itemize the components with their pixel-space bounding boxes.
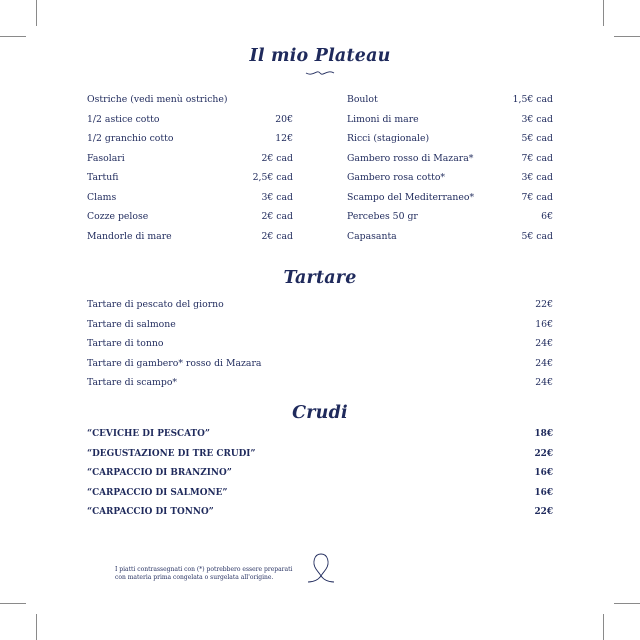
menu-item-price: 16€ xyxy=(535,318,553,330)
section-title-tartare: Tartare xyxy=(283,268,357,288)
menu-item-price: 22€ xyxy=(534,448,553,459)
menu-item-name: 1/2 granchio cotto xyxy=(87,133,174,144)
menu-item xyxy=(87,171,293,185)
crop-mark xyxy=(614,36,640,37)
menu-item-price: 24€ xyxy=(535,357,553,369)
menu-item-name: Fasolari xyxy=(87,152,125,164)
menu-item-name: Gambero rosa cotto* xyxy=(347,172,446,183)
menu-item-name: Percebes 50 gr xyxy=(347,211,418,222)
menu-item-price: 12€ xyxy=(275,133,293,144)
menu-item xyxy=(87,427,553,441)
menu-item xyxy=(87,132,293,146)
crop-mark xyxy=(0,36,26,37)
menu-item-price: 20€ xyxy=(275,113,293,125)
menu-item xyxy=(87,210,293,224)
menu-item-price: 16€ xyxy=(534,468,553,478)
menu-item xyxy=(87,466,553,480)
menu-item xyxy=(87,113,293,127)
crop-mark xyxy=(36,614,37,640)
menu-item xyxy=(347,210,553,224)
menu-item-price: 7€ cad xyxy=(521,152,553,164)
menu-item-name: Scampo del Mediterraneo* xyxy=(347,191,475,203)
menu-item-price: 16€ xyxy=(534,487,553,498)
menu-item-price: 18€ xyxy=(534,429,553,439)
menu-item xyxy=(347,171,553,185)
menu-item xyxy=(347,152,553,166)
menu-item-name: “CARPACCIO DI SALMONE” xyxy=(87,487,228,498)
menu-item xyxy=(87,337,553,351)
menu-item-name: “CARPACCIO DI BRANZINO” xyxy=(87,468,232,478)
menu-item-price: 3€ cad xyxy=(521,172,553,183)
menu-item-name: Tartare di pescato del giorno xyxy=(87,299,224,310)
crop-mark xyxy=(36,0,37,26)
menu-item-name: Cozze pelose xyxy=(87,211,149,222)
menu-item-price: 2€ cad xyxy=(261,152,293,164)
menu-item-name: Limoni di mare xyxy=(347,113,419,125)
menu-item-price: 22€ xyxy=(534,507,553,517)
menu-item xyxy=(347,93,553,107)
menu-item-name: Capasanta xyxy=(347,230,397,242)
knot-logo-icon xyxy=(306,551,336,585)
menu-item-name: Tartare di tonno xyxy=(87,338,164,349)
menu-item-name: Tartare di gambero* rosso di Mazara xyxy=(87,357,262,369)
footnote-line: con materia prima congelata o surgelata all'origine. xyxy=(115,574,274,581)
menu-item xyxy=(87,191,293,205)
menu-item xyxy=(87,298,553,312)
menu-item-name: Ricci (stagionale) xyxy=(347,133,430,144)
menu-item-name: Tartare di salmone xyxy=(87,318,176,330)
section-title-plateau: Il mio Plateau xyxy=(249,46,391,66)
crop-mark xyxy=(603,614,604,640)
menu-item-name: Clams xyxy=(87,191,117,203)
menu-item-name: Ostriche (vedi menù ostriche) xyxy=(87,94,228,105)
menu-item-name: 1/2 astice cotto xyxy=(87,113,160,125)
menu-item-price: 5€ cad xyxy=(521,230,553,242)
menu-item-price: 6€ xyxy=(541,211,553,222)
footnote-line: I piatti contrassegnati con (*) potrebbero essere preparati xyxy=(115,566,293,573)
menu-item-price: 2€ cad xyxy=(261,230,293,242)
menu-item-name: Gambero rosso di Mazara* xyxy=(347,152,474,164)
section-title-crudi: Crudi xyxy=(292,403,348,423)
menu-item-price: 2€ cad xyxy=(261,211,293,222)
menu-item xyxy=(87,230,293,244)
menu-item xyxy=(87,486,553,500)
menu-item xyxy=(87,376,553,390)
menu-item xyxy=(87,318,553,332)
menu-item-price: 7€ cad xyxy=(521,191,553,203)
menu-item-name: “DEGUSTAZIONE DI TRE CRUDI” xyxy=(87,448,256,459)
menu-item xyxy=(87,357,553,371)
crop-mark xyxy=(0,603,26,604)
menu-item xyxy=(347,113,553,127)
menu-item-name: “CARPACCIO DI TONNO” xyxy=(87,507,214,517)
menu-item-price: 1,5€ cad xyxy=(512,94,553,105)
menu-item-price: 2,5€ cad xyxy=(252,172,293,183)
menu-item xyxy=(87,93,293,107)
menu-item-name: Mandorle di mare xyxy=(87,230,172,242)
menu-item-price: 22€ xyxy=(535,299,553,310)
menu-item xyxy=(87,505,553,519)
crop-mark xyxy=(614,603,640,604)
menu-item xyxy=(87,152,293,166)
menu-item-price: 24€ xyxy=(535,377,553,388)
menu-item-name: Tartare di scampo* xyxy=(87,377,178,388)
menu-item xyxy=(347,132,553,146)
menu-item-name: Tartufi xyxy=(87,172,119,183)
menu-item-price: 3€ cad xyxy=(261,191,293,203)
menu-item-price: 3€ cad xyxy=(521,113,553,125)
swash-divider-icon xyxy=(305,69,335,77)
footnote xyxy=(115,566,305,582)
menu-item xyxy=(347,230,553,244)
menu-item xyxy=(347,191,553,205)
menu-item-name: “CEVICHE DI PESCATO” xyxy=(87,429,210,439)
menu-item-price: 5€ cad xyxy=(521,133,553,144)
crop-mark xyxy=(603,0,604,26)
menu-item-price: 24€ xyxy=(535,338,553,349)
menu-item xyxy=(87,447,553,461)
menu-item-name: Boulot xyxy=(347,94,378,105)
